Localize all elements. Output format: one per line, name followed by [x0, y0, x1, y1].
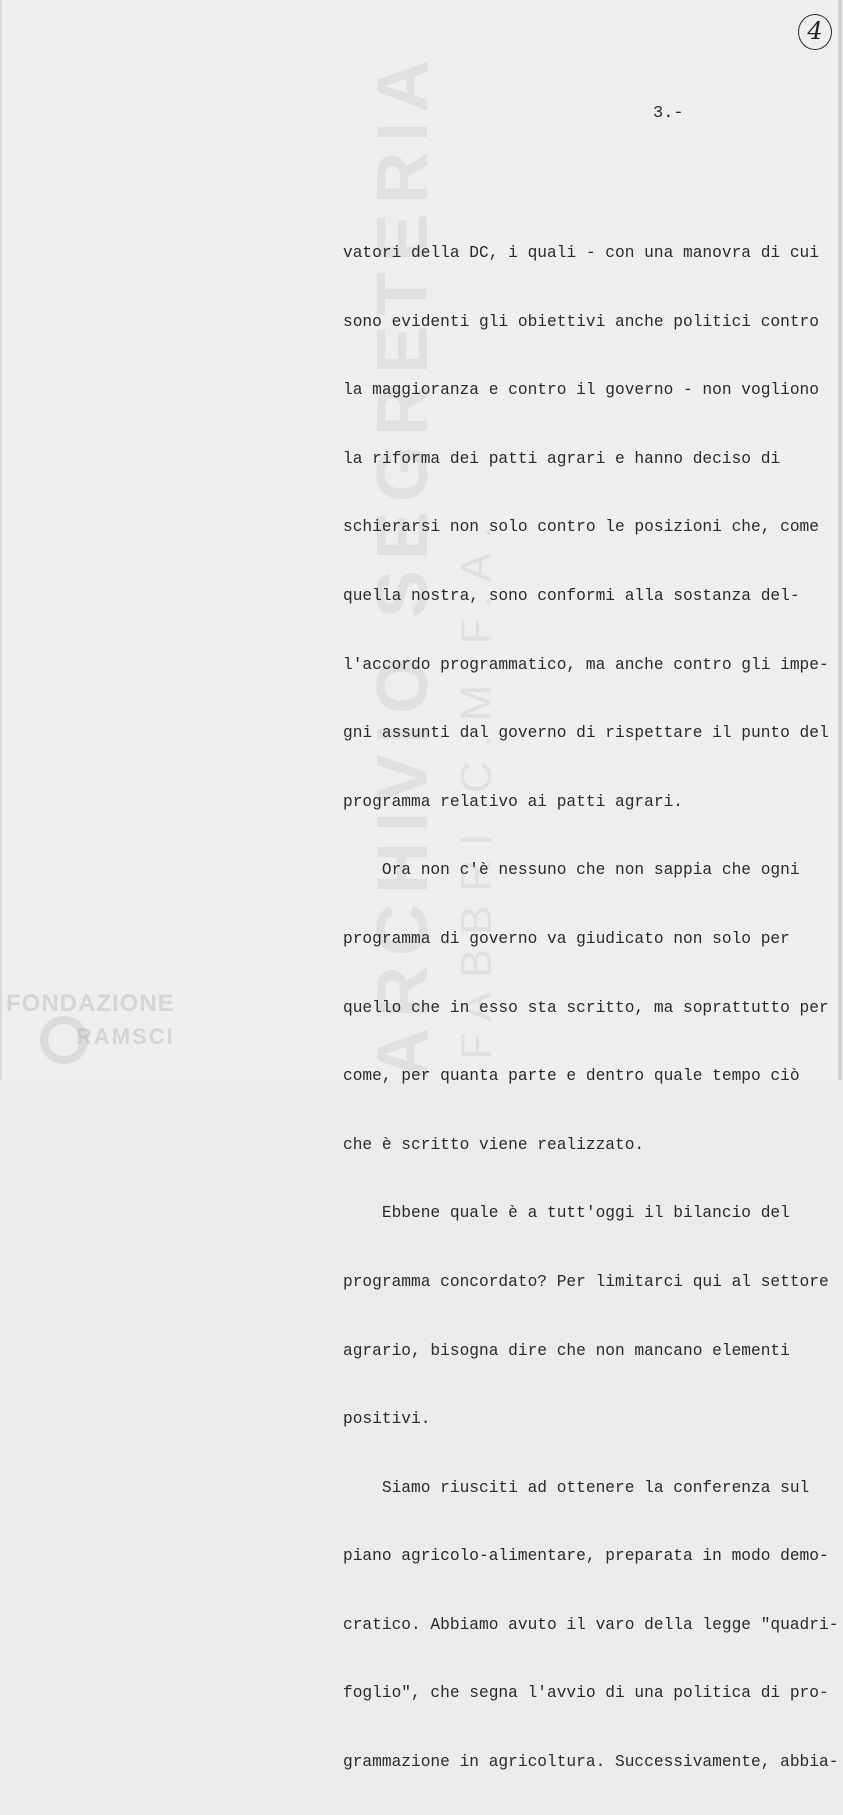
text-line: quella nostra, sono conformi alla sostanza del-	[343, 586, 800, 605]
text-line: Siamo riusciti ad ottenere la conferenza sul	[343, 1478, 810, 1497]
text-line: programma concordato? Per limitarci qui al settore	[343, 1272, 829, 1291]
text-line: quello che in esso sta scritto, ma soprattutto per	[343, 998, 829, 1017]
page-number: 3.-	[653, 104, 684, 123]
archive-stamp-secondary-watermark: FABBRI C.M.F.A.	[452, 512, 501, 1060]
text-line: piano agricolo-alimentare, preparata in modo demo-	[343, 1547, 829, 1566]
typewritten-body	[343, 201, 843, 1815]
text-line: positivi.	[343, 1410, 431, 1429]
text-line: la riforma dei patti agrari e hanno deciso di	[343, 449, 781, 468]
fondazione-gramsci-logo	[6, 990, 226, 1070]
logo-g-mark-icon	[40, 1016, 88, 1064]
logo-text-bottom: RAMSCI	[76, 1024, 175, 1049]
text-line: l'accordo programmatico, ma anche contro gli impe-	[343, 655, 829, 674]
text-line: grammazione in agricoltura. Successivamente, abbia-	[343, 1753, 839, 1772]
text-line: che è scritto viene realizzato.	[343, 1135, 645, 1154]
text-line: cratico. Abbiamo avuto il varo della legge "quadri-	[343, 1615, 839, 1634]
text-line: programma relativo ai patti agrari.	[343, 792, 683, 811]
handwritten-page-marker: 4	[798, 14, 832, 50]
text-line: sono evidenti gli obiettivi anche politici contro	[343, 312, 819, 331]
text-line: agrario, bisogna dire che non mancano elementi	[343, 1341, 790, 1360]
text-line: Ora non c'è nessuno che non sappia che ogni	[343, 861, 800, 880]
text-line: Ebbene quale è a tutt'oggi il bilancio del	[343, 1204, 790, 1223]
text-line: programma di governo va giudicato non solo per	[343, 929, 790, 948]
logo-text-top: FONDAZIONE	[6, 990, 175, 1017]
text-line: la maggioranza e contro il governo - non vogliono	[343, 381, 819, 400]
text-line: gni assunti dal governo di rispettare il punto del	[343, 724, 829, 743]
text-line: vatori della DC, i quali - con una manovra di cui	[343, 244, 819, 262]
text-line: foglio", che segna l'avvio di una politica di pro-	[343, 1684, 829, 1703]
text-line: schierarsi non solo contro le posizioni che, come	[343, 518, 819, 537]
text-line: come, per quanta parte e dentro quale tempo ciò	[343, 1067, 800, 1086]
archive-stamp-watermark: ARCHIVIO SEGRETERIA	[363, 49, 443, 1080]
